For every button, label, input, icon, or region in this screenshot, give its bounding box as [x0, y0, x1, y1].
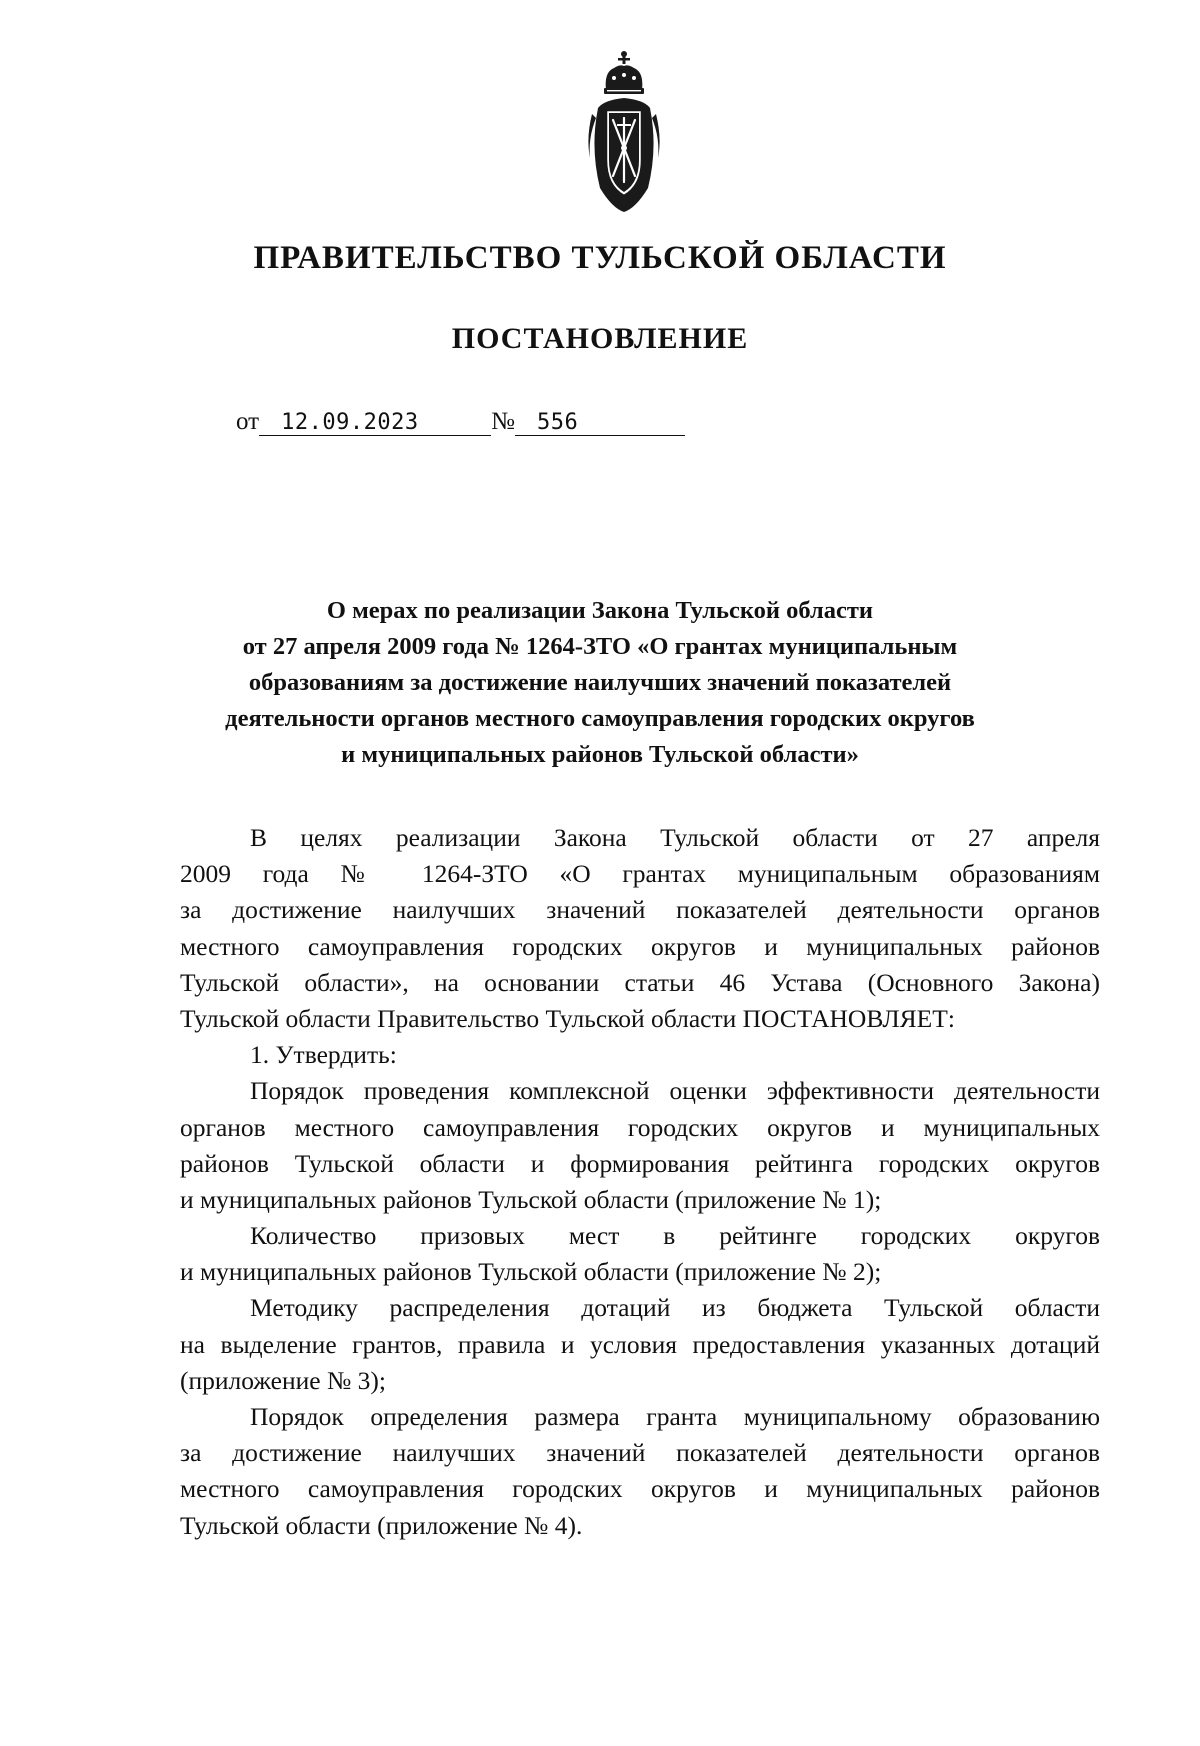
body-line: и муниципальных районов Тульской области (приложение № 2);	[180, 1257, 882, 1287]
body-line: за достижение наилучших значений показателей деятельности органов	[180, 1438, 1100, 1468]
body-line: Количество призовых мест в рейтинге городских округов	[250, 1221, 1100, 1251]
heading-line: от 27 апреля 2009 года № 1264-ЗТО «О грантах муниципальным	[242, 633, 958, 660]
body-line: Порядок проведения комплексной оценки эффективности деятельности	[250, 1076, 1100, 1106]
body-line: Порядок определения размера гранта муниципальному образованию	[250, 1402, 1100, 1431]
body-line: местного самоуправления городских округов и муниципальных районов	[180, 931, 1100, 961]
body-line: Тульской области», на основании статьи 46 Устава (Основного Закона)	[180, 967, 1100, 997]
document-date: 12.09.2023	[259, 410, 491, 436]
body-line: Тульской области (приложение № 4).	[180, 1510, 583, 1540]
body-line: Тульской области Правительство Тульской области ПОСТАНОВЛЯЕТ:	[180, 1003, 955, 1033]
body-line: районов Тульской области и формирования рейтинга городских округов	[180, 1148, 1100, 1178]
body-line: (приложение № 3);	[180, 1365, 386, 1395]
body-line: 2009 года № 1264-ЗТО «О грантах муниципальным образованиям	[180, 859, 1100, 889]
body-line: на выделение грантов, правила и условия предоставления указанных дотаций	[180, 1329, 1100, 1359]
heading-line: и муниципальных районов Тульской области»	[341, 741, 859, 768]
document-type-title: ПОСТАНОВЛЕНИЕ	[451, 322, 749, 355]
heading-line: О мерах по реализации Закона Тульской области	[326, 597, 874, 624]
coat-of-arms-icon	[584, 48, 664, 218]
organization-title: ПРАВИТЕЛЬСТВО ТУЛЬСКОЙ ОБЛАСТИ	[253, 240, 947, 276]
body-line: В целях реализации Закона Тульской области от 27 апреля	[250, 823, 1100, 852]
document-number: 556	[515, 410, 685, 436]
date-label: от	[236, 408, 260, 435]
body-line: Методику распределения дотаций из бюджета Тульской области	[250, 1293, 1100, 1323]
heading-line: деятельности органов местного самоуправления городских округов	[225, 705, 975, 732]
body-line: местного самоуправления городских округов и муниципальных районов	[180, 1474, 1100, 1504]
heading-line: образованиям за достижение наилучших значений показателей	[248, 669, 952, 696]
body-line: за достижение наилучших значений показателей деятельности органов	[180, 895, 1100, 925]
body-line: и муниципальных районов Тульской области (приложение № 1);	[180, 1184, 882, 1214]
body-line: органов местного самоуправления городских округов и муниципальных	[180, 1112, 1100, 1142]
document-heading	[120, 593, 1080, 773]
body-line: 1. Утвердить:	[250, 1040, 397, 1070]
number-label: №	[491, 408, 515, 435]
document-body	[180, 820, 1100, 1544]
dateline	[236, 408, 685, 436]
